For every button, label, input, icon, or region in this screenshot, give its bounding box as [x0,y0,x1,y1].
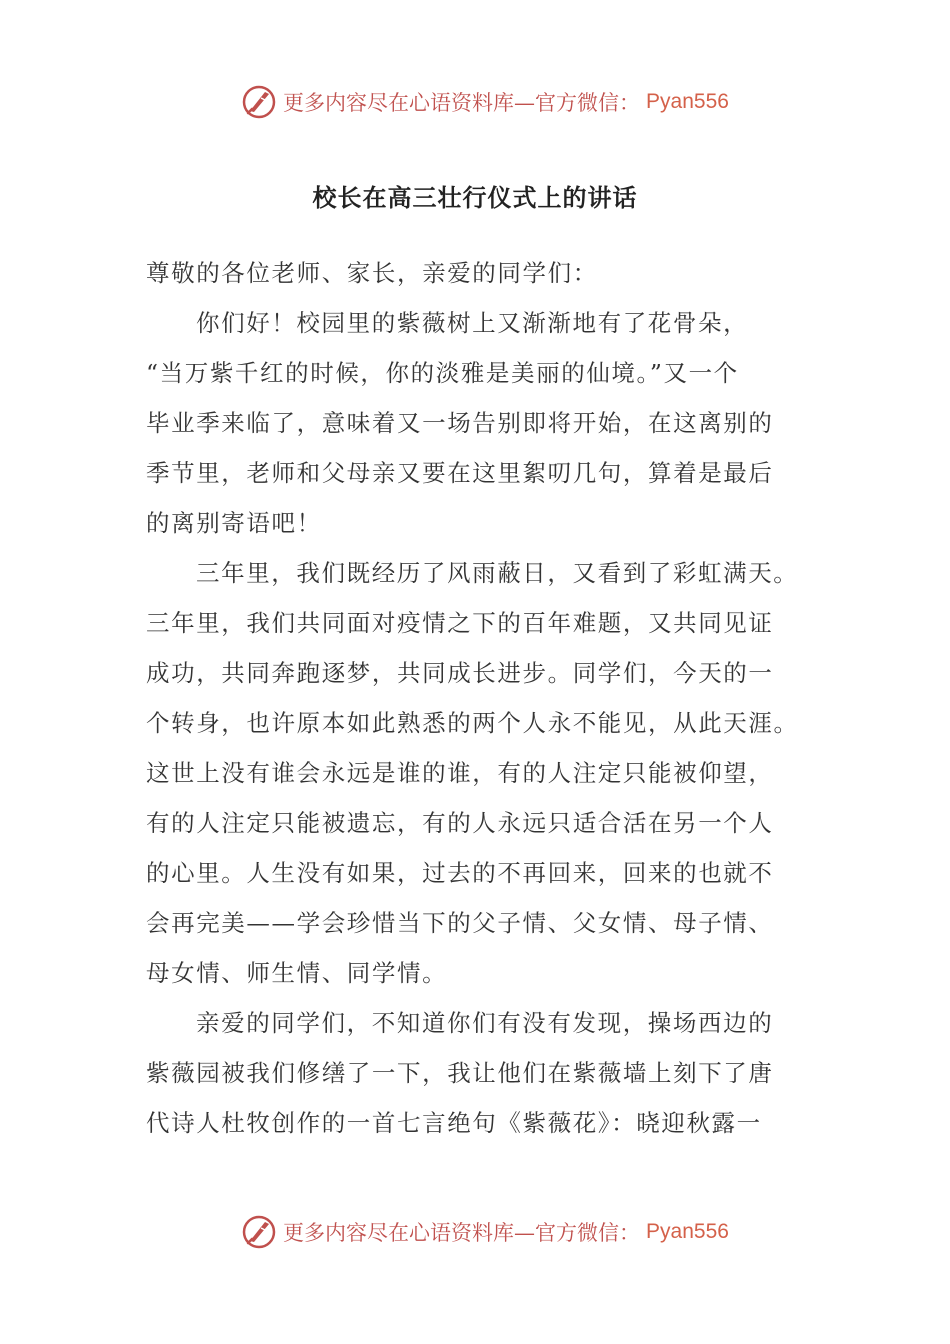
text-line: 三年里，我们共同面对疫情之下的百年难题，又共同见证 [146,609,774,637]
document-body [146,248,806,1148]
footer-banner [0,1212,950,1252]
text-line: 你们好！校园里的紫薇树上又渐渐地有了花骨朵， [196,309,749,337]
footer-banner-wechat: Pyan556 [646,1220,729,1243]
header-banner-text: 更多内容尽在心语资料库—官方微信： [283,91,641,115]
text-line: 代诗人杜牧创作的一首七言绝句《紫薇花》：晓迎秋露一 [146,1109,762,1137]
text-line: 亲爱的同学们，不知道你们有没有发现，操场西边的 [196,1009,774,1037]
text-line: 的心里。人生没有如果，过去的不再回来，回来的也就不 [146,859,774,887]
quill-logo-icon [241,1214,277,1250]
text-line: 有的人注定只能被遗忘，有的人永远只适合活在另一个人 [146,809,774,837]
quill-logo-icon [241,84,277,120]
text-line: 成功，共同奔跑逐梦，共同成长进步。同学们，今天的一 [146,659,774,687]
text-line: 季节里，老师和父母亲又要在这里絮叨几句，算着是最后 [146,459,774,487]
text-line: 的离别寄语吧！ [146,509,322,537]
text-line: 母女情、师生情、同学情。 [146,959,448,987]
text-line: 会再完美——学会珍惜当下的父子情、父女情、母子情、 [146,909,774,937]
header-banner-wechat: Pyan556 [646,90,729,113]
text-line: “当万紫千红的时候，你的淡雅是美丽的仙境。”又一个 [146,359,739,387]
header-banner-content [241,84,729,120]
text-line: 毕业季来临了，意味着又一场告别即将开始，在这离别的 [146,409,774,437]
text-line: 紫薇园被我们修缮了一下，我让他们在紫薇墙上刻下了唐 [146,1059,774,1087]
text-line: 这世上没有谁会永远是谁的谁，有的人注定只能被仰望， [146,759,774,787]
footer-banner-text: 更多内容尽在心语资料库—官方微信： [283,1221,641,1245]
header-banner [0,82,950,122]
footer-banner-content [241,1214,729,1250]
text-line: 尊敬的各位老师、家长，亲爱的同学们： [146,259,598,287]
text-line: 三年里，我们既经历了风雨蔽日，又看到了彩虹满天。 [196,559,799,587]
text-line: 个转身，也许原本如此熟悉的两个人永不能见，从此天涯。 [146,709,799,737]
document-title: 校长在高三壮行仪式上的讲话 [312,183,638,212]
